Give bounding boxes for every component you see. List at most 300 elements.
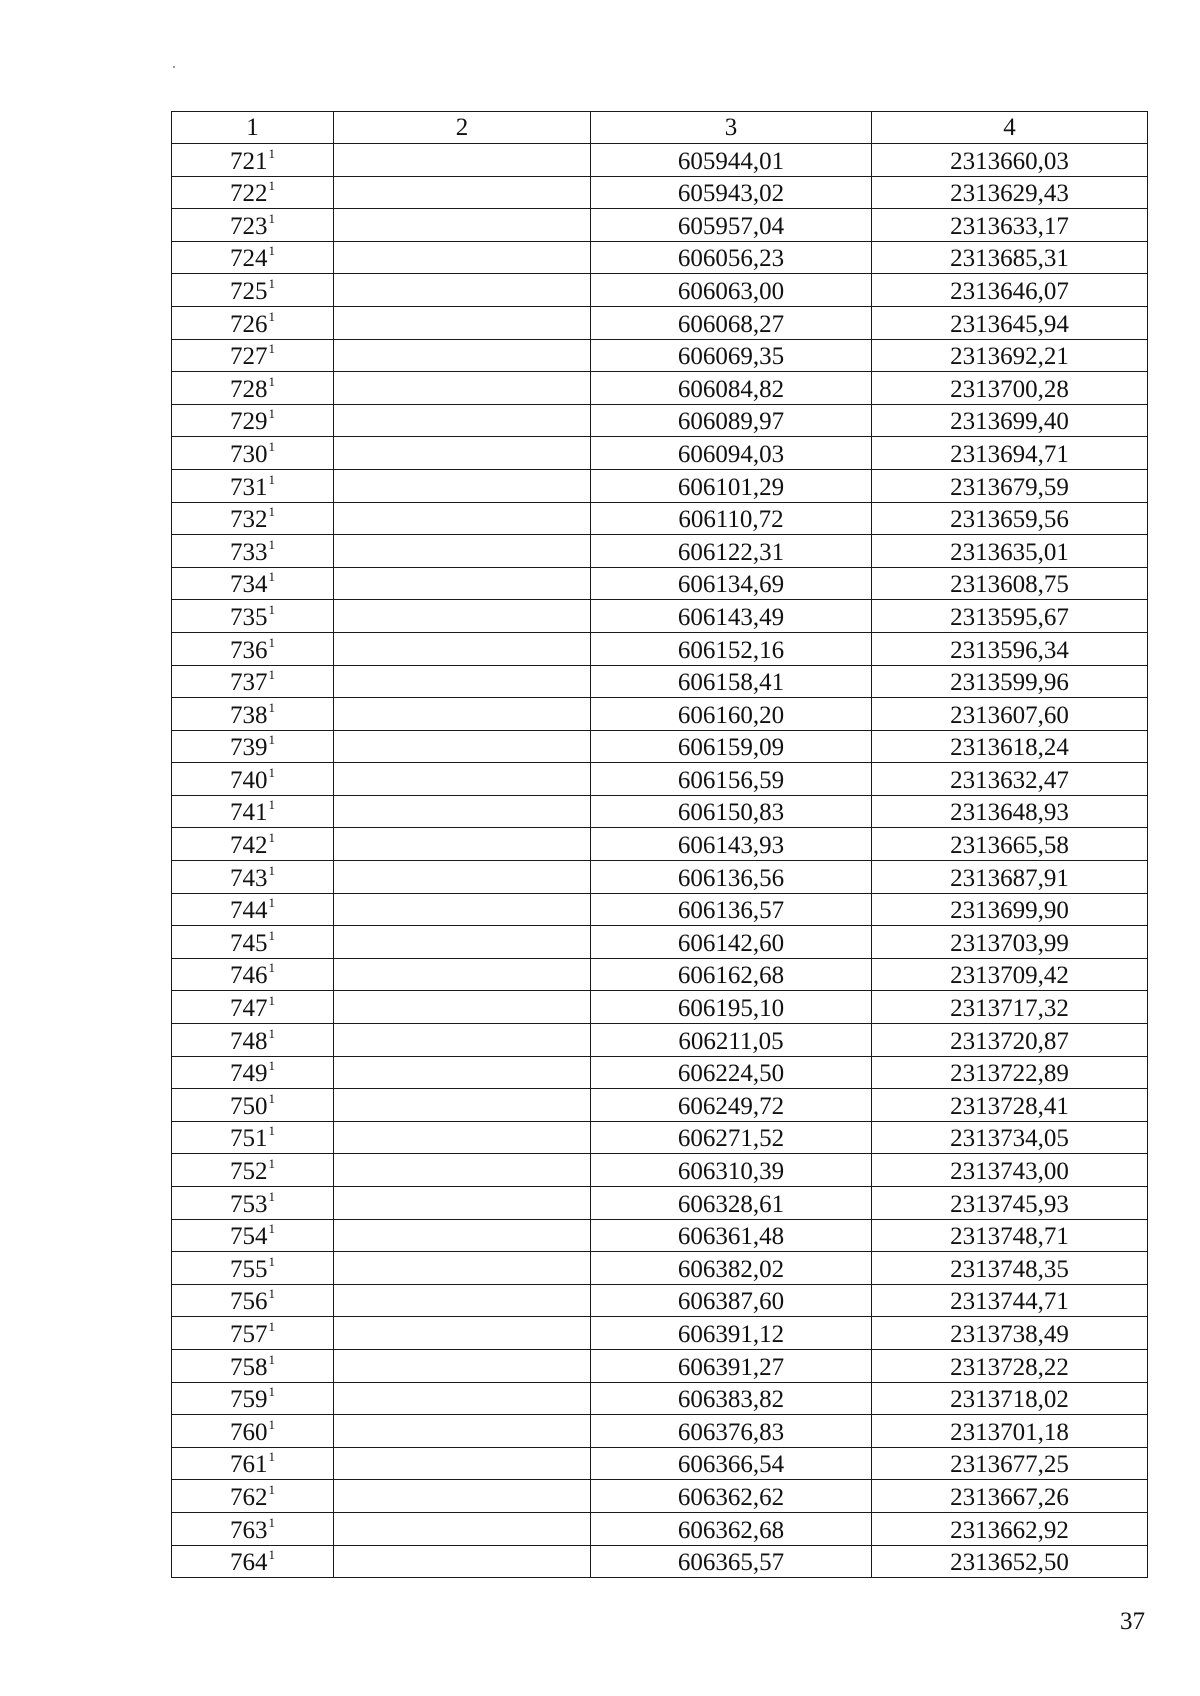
table-row <box>172 1121 1148 1154</box>
y-coordinate-cell: 2313728,22 <box>872 1349 1148 1382</box>
y-coordinate-cell: 2313745,93 <box>872 1187 1148 1220</box>
point-number: 729 <box>230 408 268 436</box>
point-name-cell <box>334 535 591 568</box>
point-superscript: 1 <box>268 764 275 780</box>
table-body <box>172 144 1148 1578</box>
point-superscript: 1 <box>268 210 275 226</box>
point-number: 731 <box>230 473 268 501</box>
table-row <box>172 795 1148 828</box>
y-coordinate-cell: 2313700,28 <box>872 372 1148 405</box>
point-superscript: 1 <box>268 1025 275 1041</box>
point-name-cell <box>334 176 591 209</box>
table-row <box>172 1382 1148 1415</box>
point-number: 759 <box>230 1386 268 1414</box>
table-row <box>172 535 1148 568</box>
point-name-cell <box>334 339 591 372</box>
y-coordinate-cell: 2313743,00 <box>872 1154 1148 1187</box>
point-name-cell <box>334 991 591 1024</box>
x-coordinate-cell: 606383,82 <box>591 1382 872 1415</box>
table-row <box>172 1252 1148 1285</box>
x-coordinate-cell: 606158,41 <box>591 665 872 698</box>
point-number: 756 <box>230 1288 268 1316</box>
point-number: 757 <box>230 1320 268 1348</box>
point-number-cell <box>172 1382 334 1415</box>
point-number: 740 <box>230 766 268 794</box>
x-coordinate-cell: 606382,02 <box>591 1252 872 1285</box>
table-row <box>172 372 1148 405</box>
point-superscript: 1 <box>268 1253 275 1269</box>
x-coordinate-cell: 606150,83 <box>591 795 872 828</box>
point-number: 735 <box>230 603 268 631</box>
table-row <box>172 1089 1148 1122</box>
point-name-cell <box>334 144 591 177</box>
point-name-cell <box>334 698 591 731</box>
point-number-cell <box>172 1121 334 1154</box>
table-row <box>172 828 1148 861</box>
point-superscript: 1 <box>268 406 275 422</box>
table-row <box>172 274 1148 307</box>
point-number-cell <box>172 1512 334 1545</box>
x-coordinate-cell: 606156,59 <box>591 763 872 796</box>
point-name-cell <box>334 306 591 339</box>
point-name-cell <box>334 665 591 698</box>
point-number-cell <box>172 1252 334 1285</box>
point-number: 732 <box>230 506 268 534</box>
point-number: 721 <box>230 147 268 175</box>
point-name-cell <box>334 730 591 763</box>
point-number: 734 <box>230 571 268 599</box>
table-row <box>172 1480 1148 1513</box>
table-row <box>172 991 1148 1024</box>
point-number-cell <box>172 437 334 470</box>
x-coordinate-cell: 606328,61 <box>591 1187 872 1220</box>
x-coordinate-cell: 606056,23 <box>591 241 872 274</box>
point-superscript: 1 <box>268 601 275 617</box>
point-number: 728 <box>230 375 268 403</box>
point-superscript: 1 <box>268 1188 275 1204</box>
point-name-cell <box>334 469 591 502</box>
point-number-cell <box>172 1284 334 1317</box>
point-superscript: 1 <box>268 1318 275 1334</box>
point-number-cell <box>172 372 334 405</box>
table-header-row <box>172 112 1148 144</box>
point-superscript: 1 <box>268 634 275 650</box>
y-coordinate-cell: 2313632,47 <box>872 763 1148 796</box>
x-coordinate-cell: 605943,02 <box>591 176 872 209</box>
point-name-cell <box>334 1480 591 1513</box>
point-number-cell <box>172 1219 334 1252</box>
x-coordinate-cell: 606136,57 <box>591 893 872 926</box>
point-number-cell <box>172 1447 334 1480</box>
point-number-cell <box>172 404 334 437</box>
table-row <box>172 763 1148 796</box>
point-superscript: 1 <box>268 1351 275 1367</box>
point-number: 733 <box>230 538 268 566</box>
point-superscript: 1 <box>268 373 275 389</box>
point-superscript: 1 <box>268 797 275 813</box>
y-coordinate-cell: 2313699,90 <box>872 893 1148 926</box>
y-coordinate-cell: 2313734,05 <box>872 1121 1148 1154</box>
scan-speck <box>173 66 175 68</box>
table-row <box>172 600 1148 633</box>
x-coordinate-cell: 606110,72 <box>591 502 872 535</box>
y-coordinate-cell: 2313665,58 <box>872 828 1148 861</box>
y-coordinate-cell: 2313692,21 <box>872 339 1148 372</box>
point-name-cell <box>334 209 591 242</box>
point-name-cell <box>334 763 591 796</box>
point-number-cell <box>172 567 334 600</box>
table-row <box>172 1447 1148 1480</box>
table-row <box>172 339 1148 372</box>
x-coordinate-cell: 606136,56 <box>591 861 872 894</box>
x-coordinate-cell: 606310,39 <box>591 1154 872 1187</box>
point-number: 737 <box>230 669 268 697</box>
point-number: 739 <box>230 734 268 762</box>
point-number-cell <box>172 1024 334 1057</box>
y-coordinate-cell: 2313744,71 <box>872 1284 1148 1317</box>
y-coordinate-cell: 2313608,75 <box>872 567 1148 600</box>
x-coordinate-cell: 606249,72 <box>591 1089 872 1122</box>
y-coordinate-cell: 2313596,34 <box>872 632 1148 665</box>
point-superscript: 1 <box>268 1286 275 1302</box>
point-name-cell <box>334 1447 591 1480</box>
point-superscript: 1 <box>268 1514 275 1530</box>
point-number-cell <box>172 600 334 633</box>
point-name-cell <box>334 1154 591 1187</box>
point-superscript: 1 <box>268 275 275 291</box>
point-number: 738 <box>230 701 268 729</box>
point-number-cell <box>172 469 334 502</box>
x-coordinate-cell: 606143,49 <box>591 600 872 633</box>
point-number: 763 <box>230 1516 268 1544</box>
point-number-cell <box>172 274 334 307</box>
point-number-cell <box>172 1545 334 1578</box>
x-coordinate-cell: 605944,01 <box>591 144 872 177</box>
y-coordinate-cell: 2313635,01 <box>872 535 1148 568</box>
point-name-cell <box>334 1187 591 1220</box>
y-coordinate-cell: 2313699,40 <box>872 404 1148 437</box>
point-number: 761 <box>230 1451 268 1479</box>
column-header-3: 3 <box>591 112 872 144</box>
table-row <box>172 567 1148 600</box>
point-name-cell <box>334 502 591 535</box>
point-superscript: 1 <box>268 960 275 976</box>
point-number-cell <box>172 795 334 828</box>
table-row <box>172 176 1148 209</box>
x-coordinate-cell: 606143,93 <box>591 828 872 861</box>
point-number-cell <box>172 1317 334 1350</box>
point-number-cell <box>172 502 334 535</box>
point-number: 727 <box>230 343 268 371</box>
point-number: 742 <box>230 832 268 860</box>
point-number-cell <box>172 828 334 861</box>
y-coordinate-cell: 2313618,24 <box>872 730 1148 763</box>
point-name-cell <box>334 926 591 959</box>
y-coordinate-cell: 2313728,41 <box>872 1089 1148 1122</box>
table-row <box>172 209 1148 242</box>
y-coordinate-cell: 2313701,18 <box>872 1415 1148 1448</box>
point-superscript: 1 <box>268 667 275 683</box>
point-number-cell <box>172 763 334 796</box>
point-superscript: 1 <box>268 341 275 357</box>
point-name-cell <box>334 437 591 470</box>
point-number: 736 <box>230 636 268 664</box>
y-coordinate-cell: 2313709,42 <box>872 958 1148 991</box>
point-number-cell <box>172 209 334 242</box>
point-number-cell <box>172 991 334 1024</box>
point-number-cell <box>172 1089 334 1122</box>
point-number: 745 <box>230 929 268 957</box>
table-row <box>172 1317 1148 1350</box>
point-superscript: 1 <box>268 830 275 846</box>
x-coordinate-cell: 606122,31 <box>591 535 872 568</box>
point-number-cell <box>172 861 334 894</box>
point-name-cell <box>334 795 591 828</box>
point-number-cell <box>172 1480 334 1513</box>
point-number: 722 <box>230 180 268 208</box>
point-number-cell <box>172 1154 334 1187</box>
point-superscript: 1 <box>268 895 275 911</box>
y-coordinate-cell: 2313629,43 <box>872 176 1148 209</box>
column-header-2: 2 <box>334 112 591 144</box>
point-number: 758 <box>230 1353 268 1381</box>
point-superscript: 1 <box>268 1058 275 1074</box>
x-coordinate-cell: 606361,48 <box>591 1219 872 1252</box>
point-number: 743 <box>230 864 268 892</box>
y-coordinate-cell: 2313748,71 <box>872 1219 1148 1252</box>
table-row <box>172 241 1148 274</box>
point-name-cell <box>334 1252 591 1285</box>
x-coordinate-cell: 606387,60 <box>591 1284 872 1317</box>
y-coordinate-cell: 2313687,91 <box>872 861 1148 894</box>
point-number-cell <box>172 1415 334 1448</box>
point-superscript: 1 <box>268 308 275 324</box>
point-superscript: 1 <box>268 1221 275 1237</box>
point-superscript: 1 <box>268 145 275 161</box>
table-row <box>172 893 1148 926</box>
point-name-cell <box>334 1121 591 1154</box>
x-coordinate-cell: 606162,68 <box>591 958 872 991</box>
point-number: 754 <box>230 1223 268 1251</box>
table-row <box>172 632 1148 665</box>
point-name-cell <box>334 1415 591 1448</box>
table-row <box>172 1187 1148 1220</box>
point-number: 750 <box>230 1092 268 1120</box>
x-coordinate-cell: 606160,20 <box>591 698 872 731</box>
point-number: 760 <box>230 1418 268 1446</box>
point-number: 746 <box>230 962 268 990</box>
point-number: 724 <box>230 245 268 273</box>
point-name-cell <box>334 1349 591 1382</box>
y-coordinate-cell: 2313595,67 <box>872 600 1148 633</box>
y-coordinate-cell: 2313652,50 <box>872 1545 1148 1578</box>
point-number: 725 <box>230 277 268 305</box>
point-number-cell <box>172 306 334 339</box>
point-number: 749 <box>230 1060 268 1088</box>
point-name-cell <box>334 274 591 307</box>
point-superscript: 1 <box>268 732 275 748</box>
table-row <box>172 926 1148 959</box>
table-row <box>172 861 1148 894</box>
point-superscript: 1 <box>268 1416 275 1432</box>
point-superscript: 1 <box>268 862 275 878</box>
y-coordinate-cell: 2313720,87 <box>872 1024 1148 1057</box>
y-coordinate-cell: 2313648,93 <box>872 795 1148 828</box>
point-superscript: 1 <box>268 438 275 454</box>
point-name-cell <box>334 861 591 894</box>
table-row <box>172 1024 1148 1057</box>
y-coordinate-cell: 2313685,31 <box>872 241 1148 274</box>
point-name-cell <box>334 1089 591 1122</box>
point-name-cell <box>334 1317 591 1350</box>
point-name-cell <box>334 1284 591 1317</box>
page-number: 37 <box>1120 1608 1145 1635</box>
point-number: 764 <box>230 1549 268 1577</box>
x-coordinate-cell: 605957,04 <box>591 209 872 242</box>
point-superscript: 1 <box>268 1384 275 1400</box>
point-superscript: 1 <box>268 569 275 585</box>
point-name-cell <box>334 958 591 991</box>
point-name-cell <box>334 828 591 861</box>
point-superscript: 1 <box>268 471 275 487</box>
point-number-cell <box>172 176 334 209</box>
y-coordinate-cell: 2313738,49 <box>872 1317 1148 1350</box>
table-row <box>172 1056 1148 1089</box>
x-coordinate-cell: 606152,16 <box>591 632 872 665</box>
x-coordinate-cell: 606089,97 <box>591 404 872 437</box>
point-number: 751 <box>230 1125 268 1153</box>
y-coordinate-cell: 2313645,94 <box>872 306 1148 339</box>
table-row <box>172 437 1148 470</box>
y-coordinate-cell: 2313659,56 <box>872 502 1148 535</box>
point-superscript: 1 <box>268 927 275 943</box>
point-number: 747 <box>230 995 268 1023</box>
point-number: 730 <box>230 440 268 468</box>
point-number-cell <box>172 632 334 665</box>
table-row <box>172 958 1148 991</box>
x-coordinate-cell: 606211,05 <box>591 1024 872 1057</box>
x-coordinate-cell: 606391,12 <box>591 1317 872 1350</box>
point-number-cell <box>172 665 334 698</box>
point-name-cell <box>334 372 591 405</box>
table-row <box>172 1349 1148 1382</box>
x-coordinate-cell: 606084,82 <box>591 372 872 405</box>
x-coordinate-cell: 606391,27 <box>591 1349 872 1382</box>
y-coordinate-cell: 2313718,02 <box>872 1382 1148 1415</box>
y-coordinate-cell: 2313703,99 <box>872 926 1148 959</box>
point-superscript: 1 <box>268 1449 275 1465</box>
point-number: 752 <box>230 1158 268 1185</box>
point-number-cell <box>172 1349 334 1382</box>
table-row <box>172 404 1148 437</box>
x-coordinate-cell: 606068,27 <box>591 306 872 339</box>
x-coordinate-cell: 606195,10 <box>591 991 872 1024</box>
y-coordinate-cell: 2313679,59 <box>872 469 1148 502</box>
point-number: 726 <box>230 310 268 338</box>
table-row <box>172 1415 1148 1448</box>
table-row <box>172 1219 1148 1252</box>
table-row <box>172 730 1148 763</box>
table-row <box>172 1512 1148 1545</box>
x-coordinate-cell: 606362,68 <box>591 1512 872 1545</box>
point-number-cell <box>172 958 334 991</box>
x-coordinate-cell: 606069,35 <box>591 339 872 372</box>
point-number-cell <box>172 144 334 177</box>
point-number-cell <box>172 730 334 763</box>
y-coordinate-cell: 2313662,92 <box>872 1512 1148 1545</box>
point-number-cell <box>172 698 334 731</box>
point-name-cell <box>334 1545 591 1578</box>
point-number-cell <box>172 241 334 274</box>
y-coordinate-cell: 2313667,26 <box>872 1480 1148 1513</box>
point-superscript: 1 <box>268 536 275 552</box>
point-number-cell <box>172 1056 334 1089</box>
x-coordinate-cell: 606063,00 <box>591 274 872 307</box>
table-row <box>172 306 1148 339</box>
point-number: 753 <box>230 1190 268 1218</box>
point-number-cell <box>172 926 334 959</box>
point-number-cell <box>172 893 334 926</box>
x-coordinate-cell: 606134,69 <box>591 567 872 600</box>
point-superscript: 1 <box>268 699 275 715</box>
column-header-1: 1 <box>172 112 334 144</box>
table-row <box>172 698 1148 731</box>
point-superscript: 1 <box>268 1156 275 1171</box>
point-number: 741 <box>230 799 268 827</box>
point-superscript: 1 <box>268 1090 275 1106</box>
x-coordinate-cell: 606094,03 <box>591 437 872 470</box>
point-name-cell <box>334 404 591 437</box>
point-number-cell <box>172 1187 334 1220</box>
y-coordinate-cell: 2313599,96 <box>872 665 1148 698</box>
x-coordinate-cell: 606271,52 <box>591 1121 872 1154</box>
point-name-cell <box>334 1382 591 1415</box>
y-coordinate-cell: 2313694,71 <box>872 437 1148 470</box>
table-row <box>172 502 1148 535</box>
point-superscript: 1 <box>268 1547 275 1563</box>
point-name-cell <box>334 893 591 926</box>
table-row <box>172 1154 1148 1187</box>
y-coordinate-cell: 2313660,03 <box>872 144 1148 177</box>
y-coordinate-cell: 2313717,32 <box>872 991 1148 1024</box>
table-row <box>172 1284 1148 1317</box>
point-name-cell <box>334 632 591 665</box>
x-coordinate-cell: 606365,57 <box>591 1545 872 1578</box>
point-number: 723 <box>230 212 268 240</box>
x-coordinate-cell: 606366,54 <box>591 1447 872 1480</box>
table-row <box>172 1545 1148 1578</box>
column-header-4: 4 <box>872 112 1148 144</box>
point-superscript: 1 <box>268 993 275 1009</box>
table-row <box>172 144 1148 177</box>
y-coordinate-cell: 2313633,17 <box>872 209 1148 242</box>
x-coordinate-cell: 606142,60 <box>591 926 872 959</box>
point-name-cell <box>334 600 591 633</box>
point-number: 755 <box>230 1255 268 1283</box>
x-coordinate-cell: 606159,09 <box>591 730 872 763</box>
x-coordinate-cell: 606224,50 <box>591 1056 872 1089</box>
point-superscript: 1 <box>268 1123 275 1139</box>
x-coordinate-cell: 606362,62 <box>591 1480 872 1513</box>
point-name-cell <box>334 1512 591 1545</box>
point-name-cell <box>334 1219 591 1252</box>
table-row <box>172 469 1148 502</box>
x-coordinate-cell: 606376,83 <box>591 1415 872 1448</box>
point-superscript: 1 <box>268 1481 275 1497</box>
point-name-cell <box>334 567 591 600</box>
point-superscript: 1 <box>268 243 275 259</box>
y-coordinate-cell: 2313646,07 <box>872 274 1148 307</box>
